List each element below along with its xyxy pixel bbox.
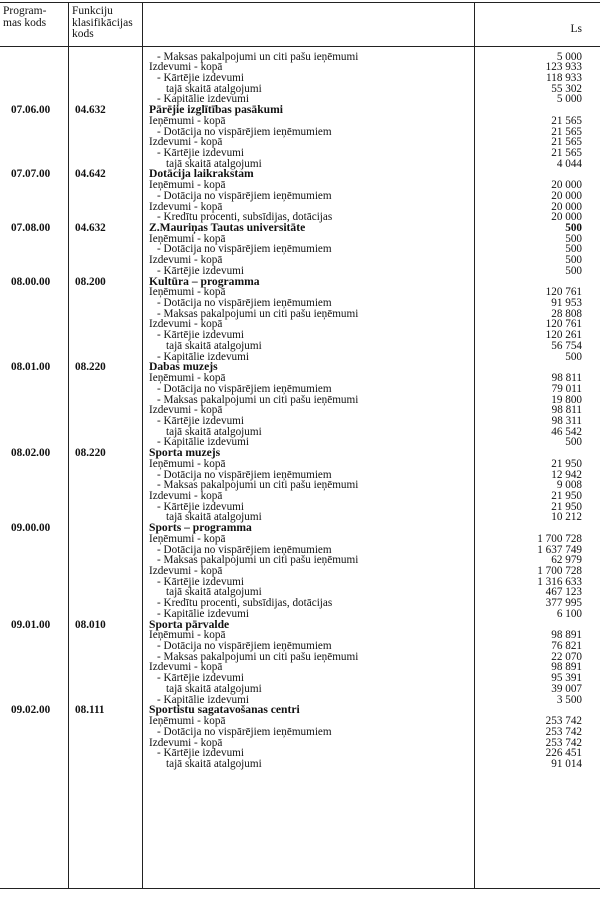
amount: 21 565 — [551, 146, 582, 159]
table-row — [0, 384, 600, 395]
item-label: Izdevumi - kopā — [149, 661, 223, 674]
item-label: - Dotācija no vispārējiem ieņēmumiem — [157, 640, 332, 653]
table-row — [0, 330, 600, 341]
table-row — [0, 319, 600, 330]
item-label: - Maksas pakalpojumi un citi pašu ieņēmumi — [157, 307, 359, 320]
amount: 46 542 — [551, 425, 582, 438]
amount: 500 — [565, 222, 582, 234]
item-label: Ieņēmumi - kopā — [149, 179, 226, 192]
table-row — [0, 266, 600, 277]
table-row — [0, 255, 600, 266]
item-label: - Kārtējie izdevumi — [157, 146, 244, 159]
item-label: - Dotācija no vispārējiem ieņēmumiem — [157, 543, 332, 556]
item-label: - Maksas pakalpojumi un citi pašu ieņēmumi — [157, 50, 359, 63]
amount: 253 742 — [545, 736, 582, 749]
amount: 19 800 — [551, 393, 582, 406]
item-label: - Dotācija no vispārējiem ieņēmumiem — [157, 125, 332, 138]
amount: 20 000 — [551, 200, 582, 213]
item-label: - Dotācija no vispārējiem ieņēmumiem — [157, 189, 332, 202]
amount: 1 316 633 — [537, 575, 582, 588]
item-label: Ieņēmumi - kopā — [149, 715, 226, 728]
table-row — [0, 738, 600, 749]
table-row — [0, 116, 600, 127]
table-row — [0, 652, 600, 663]
amount: 91 014 — [551, 757, 582, 770]
amount: 5 000 — [556, 50, 582, 63]
item-label: tajā skaitā atalgojumi — [166, 339, 262, 352]
amount: 1 700 728 — [537, 565, 582, 577]
item-label: Sportistu sagatavošanas centri — [149, 703, 300, 717]
item-label: Z.Mauriņas Tautas universitāte — [149, 221, 306, 234]
header-function-code: Funkciju klasifikācijas kods — [72, 5, 133, 40]
item-label: - Kārtējie izdevumi — [157, 414, 244, 427]
amount: 20 000 — [551, 211, 582, 224]
bottom-rule — [0, 888, 600, 889]
item-label: - Kārtējie izdevumi — [157, 575, 244, 588]
amount: 6 100 — [556, 607, 582, 620]
amount: 56 754 — [551, 339, 582, 352]
function-code: 04.632 — [75, 104, 106, 117]
function-code: 08.220 — [75, 361, 106, 374]
table-row — [0, 427, 600, 438]
amount: 500 — [565, 232, 582, 245]
item-label: Ieņēmumi - kopā — [149, 232, 226, 245]
top-rule — [0, 2, 600, 3]
item-label: Izdevumi - kopā — [149, 736, 223, 749]
item-label: Ieņēmumi - kopā — [149, 629, 226, 642]
table-row — [0, 662, 600, 673]
function-code: 04.642 — [75, 168, 106, 181]
amount: 98 891 — [551, 629, 582, 642]
amount: 9 008 — [556, 479, 582, 492]
function-code: 08.010 — [75, 618, 106, 631]
amount: 21 950 — [551, 489, 582, 502]
item-label: - Dotācija no vispārējiem ieņēmumiem — [157, 468, 332, 481]
function-code: 04.632 — [75, 222, 106, 234]
table-row — [0, 748, 600, 759]
item-label: Ieņēmumi - kopā — [149, 286, 226, 299]
amount: 76 821 — [551, 640, 582, 653]
amount: 79 011 — [551, 382, 582, 395]
item-label: tajā skaitā atalgojumi — [166, 511, 262, 524]
header-program-code: Program- mas kods — [3, 5, 47, 29]
table-row — [0, 480, 600, 491]
amount: 3 500 — [556, 693, 582, 706]
section-heading-row — [0, 223, 600, 234]
item-label: Sporta pārvalde — [149, 617, 230, 631]
program-code: 08.00.00 — [11, 275, 51, 288]
table-row — [0, 395, 600, 406]
table-row — [0, 309, 600, 320]
table-row — [0, 62, 600, 73]
table-row — [0, 727, 600, 738]
program-code: 07.08.00 — [11, 222, 51, 234]
item-label: - Kārtējie izdevumi — [157, 71, 244, 84]
amount: 500 — [565, 264, 582, 277]
amount: 226 451 — [545, 747, 582, 760]
table-row — [0, 598, 600, 609]
table-row — [0, 244, 600, 255]
amount: 98 311 — [551, 414, 582, 427]
item-label: - Kārtējie izdevumi — [157, 329, 244, 342]
table-row — [0, 609, 600, 620]
amount: 98 811 — [551, 372, 582, 385]
amount: 91 953 — [551, 297, 582, 310]
budget-rows — [0, 52, 600, 770]
amount: 12 942 — [551, 468, 582, 481]
amount: 120 261 — [545, 329, 582, 342]
table-row — [0, 566, 600, 577]
amount: 39 007 — [551, 682, 582, 695]
amount: 500 — [565, 243, 582, 256]
amount: 467 123 — [545, 586, 582, 599]
table-row — [0, 491, 600, 502]
program-code: 09.00.00 — [11, 522, 51, 535]
amount: 253 742 — [545, 725, 582, 738]
amount: 21 565 — [551, 114, 582, 127]
table-row — [0, 502, 600, 513]
amount: 120 761 — [545, 286, 582, 299]
item-label: Ieņēmumi - kopā — [149, 372, 226, 385]
amount: 500 — [565, 254, 582, 267]
section-heading-row — [0, 617, 600, 631]
item-label: Kultūra – programma — [149, 274, 260, 288]
program-code: 09.01.00 — [11, 618, 51, 631]
program-code: 08.02.00 — [11, 447, 51, 460]
amount: 21 950 — [551, 500, 582, 513]
amount: 123 933 — [545, 61, 582, 74]
table-row — [0, 759, 600, 770]
header-rule — [0, 46, 600, 47]
item-label: - Maksas pakalpojumi un citi pašu ieņēmumi — [157, 393, 359, 406]
table-row — [0, 459, 600, 470]
item-label: tajā skaitā atalgojumi — [166, 757, 262, 770]
item-label: - Kārtējie izdevumi — [157, 500, 244, 513]
item-label: Izdevumi - kopā — [149, 200, 223, 213]
section-heading-row — [0, 169, 600, 180]
program-code: 07.07.00 — [11, 168, 51, 181]
item-label: - Kārtējie izdevumi — [157, 747, 244, 760]
item-label: - Kredītu procenti, subsīdijas, dotācijas — [157, 211, 333, 224]
item-label: - Maksas pakalpojumi un citi pašu ieņēmumi — [157, 554, 359, 567]
table-row — [0, 555, 600, 566]
item-label: tajā skaitā atalgojumi — [166, 157, 262, 170]
item-label: - Kapitālie izdevumi — [157, 607, 249, 620]
item-label: - Kārtējie izdevumi — [157, 264, 244, 277]
amount: 28 808 — [551, 307, 582, 320]
item-label: Sporta muzejs — [149, 446, 221, 460]
item-label: - Maksas pakalpojumi un citi pašu ieņēmumi — [157, 479, 359, 492]
item-label: Ieņēmumi - kopā — [149, 114, 226, 127]
amount: 118 933 — [546, 71, 582, 84]
table-row — [0, 191, 600, 202]
item-label: Izdevumi - kopā — [149, 404, 223, 417]
amount: 55 302 — [551, 82, 582, 95]
item-label: - Kapitālie izdevumi — [157, 350, 249, 363]
amount: 21 565 — [551, 136, 582, 149]
amount: 20 000 — [551, 189, 582, 202]
table-row — [0, 577, 600, 588]
table-row — [0, 52, 600, 63]
item-label: - Dotācija no vispārējiem ieņēmumiem — [157, 725, 332, 738]
amount: 22 070 — [551, 650, 582, 663]
header-currency: Ls — [570, 23, 582, 35]
item-label: - Kapitālie izdevumi — [157, 436, 249, 449]
section-heading-row — [0, 105, 600, 116]
amount: 5 000 — [556, 93, 582, 106]
item-label: - Kapitālie izdevumi — [157, 693, 249, 706]
table-row — [0, 405, 600, 416]
amount: 1 700 728 — [537, 532, 582, 545]
function-code: 08.220 — [75, 447, 106, 460]
item-label: - Kredītu procenti, subsīdijas, dotācijas — [157, 597, 333, 610]
amount: 10 212 — [551, 511, 582, 524]
table-row — [0, 127, 600, 138]
item-label: Pārējie izglītības pasākumi — [149, 103, 283, 117]
section-heading-row — [0, 362, 600, 373]
table-row — [0, 684, 600, 695]
table-row — [0, 73, 600, 84]
table-row — [0, 673, 600, 684]
amount: 500 — [565, 436, 582, 449]
item-label: - Dotācija no vispārējiem ieņēmumiem — [157, 243, 332, 256]
item-label: - Kapitālie izdevumi — [157, 93, 249, 106]
amount: 377 995 — [545, 597, 582, 610]
item-label: Izdevumi - kopā — [149, 318, 223, 331]
item-label: Izdevumi - kopā — [149, 136, 223, 149]
section-heading-row — [0, 274, 600, 288]
item-label: - Dotācija no vispārējiem ieņēmumiem — [157, 382, 332, 395]
section-heading-row — [0, 705, 600, 716]
function-code: 08.200 — [75, 275, 106, 288]
section-heading-row — [0, 448, 600, 459]
item-label: Dabas muzejs — [149, 360, 218, 374]
function-code: 08.111 — [75, 704, 105, 717]
item-label: - Dotācija no vispārējiem ieņēmumiem — [157, 297, 332, 310]
table-row — [0, 137, 600, 148]
item-label: tajā skaitā atalgojumi — [166, 82, 262, 95]
item-label: Ieņēmumi - kopā — [149, 532, 226, 545]
item-label: Dotācija laikrakstam — [149, 167, 254, 181]
program-code: 08.01.00 — [11, 361, 51, 374]
item-label: tajā skaitā atalgojumi — [166, 586, 262, 599]
item-label: - Maksas pakalpojumi un citi pašu ieņēmumi — [157, 650, 359, 663]
amount: 500 — [565, 350, 582, 363]
section-heading-row — [0, 523, 600, 534]
table-row — [0, 534, 600, 545]
item-label: Sports – programma — [149, 521, 252, 535]
table-row — [0, 512, 600, 523]
amount: 253 742 — [545, 715, 582, 728]
amount: 20 000 — [551, 179, 582, 192]
program-code: 07.06.00 — [11, 104, 51, 117]
amount: 1 637 749 — [537, 543, 582, 556]
item-label: tajā skaitā atalgojumi — [166, 425, 262, 438]
item-label: tajā skaitā atalgojumi — [166, 682, 262, 695]
item-label: Izdevumi - kopā — [149, 254, 223, 267]
item-label: Izdevumi - kopā — [149, 489, 223, 502]
amount: 4 044 — [556, 157, 582, 170]
amount: 21 565 — [551, 125, 582, 138]
amount: 62 979 — [551, 554, 582, 567]
table-row — [0, 148, 600, 159]
table-row — [0, 84, 600, 95]
table-row — [0, 416, 600, 427]
item-label: Izdevumi - kopā — [149, 565, 223, 577]
amount: 95 391 — [551, 672, 582, 685]
item-label: Ieņēmumi - kopā — [149, 457, 226, 470]
item-label: - Kārtējie izdevumi — [157, 672, 244, 685]
amount: 21 950 — [551, 457, 582, 470]
item-label: Izdevumi - kopā — [149, 61, 223, 74]
amount: 120 761 — [545, 318, 582, 331]
amount: 98 891 — [551, 661, 582, 674]
amount: 98 811 — [551, 404, 582, 417]
table-row — [0, 341, 600, 352]
program-code: 09.02.00 — [11, 704, 51, 717]
